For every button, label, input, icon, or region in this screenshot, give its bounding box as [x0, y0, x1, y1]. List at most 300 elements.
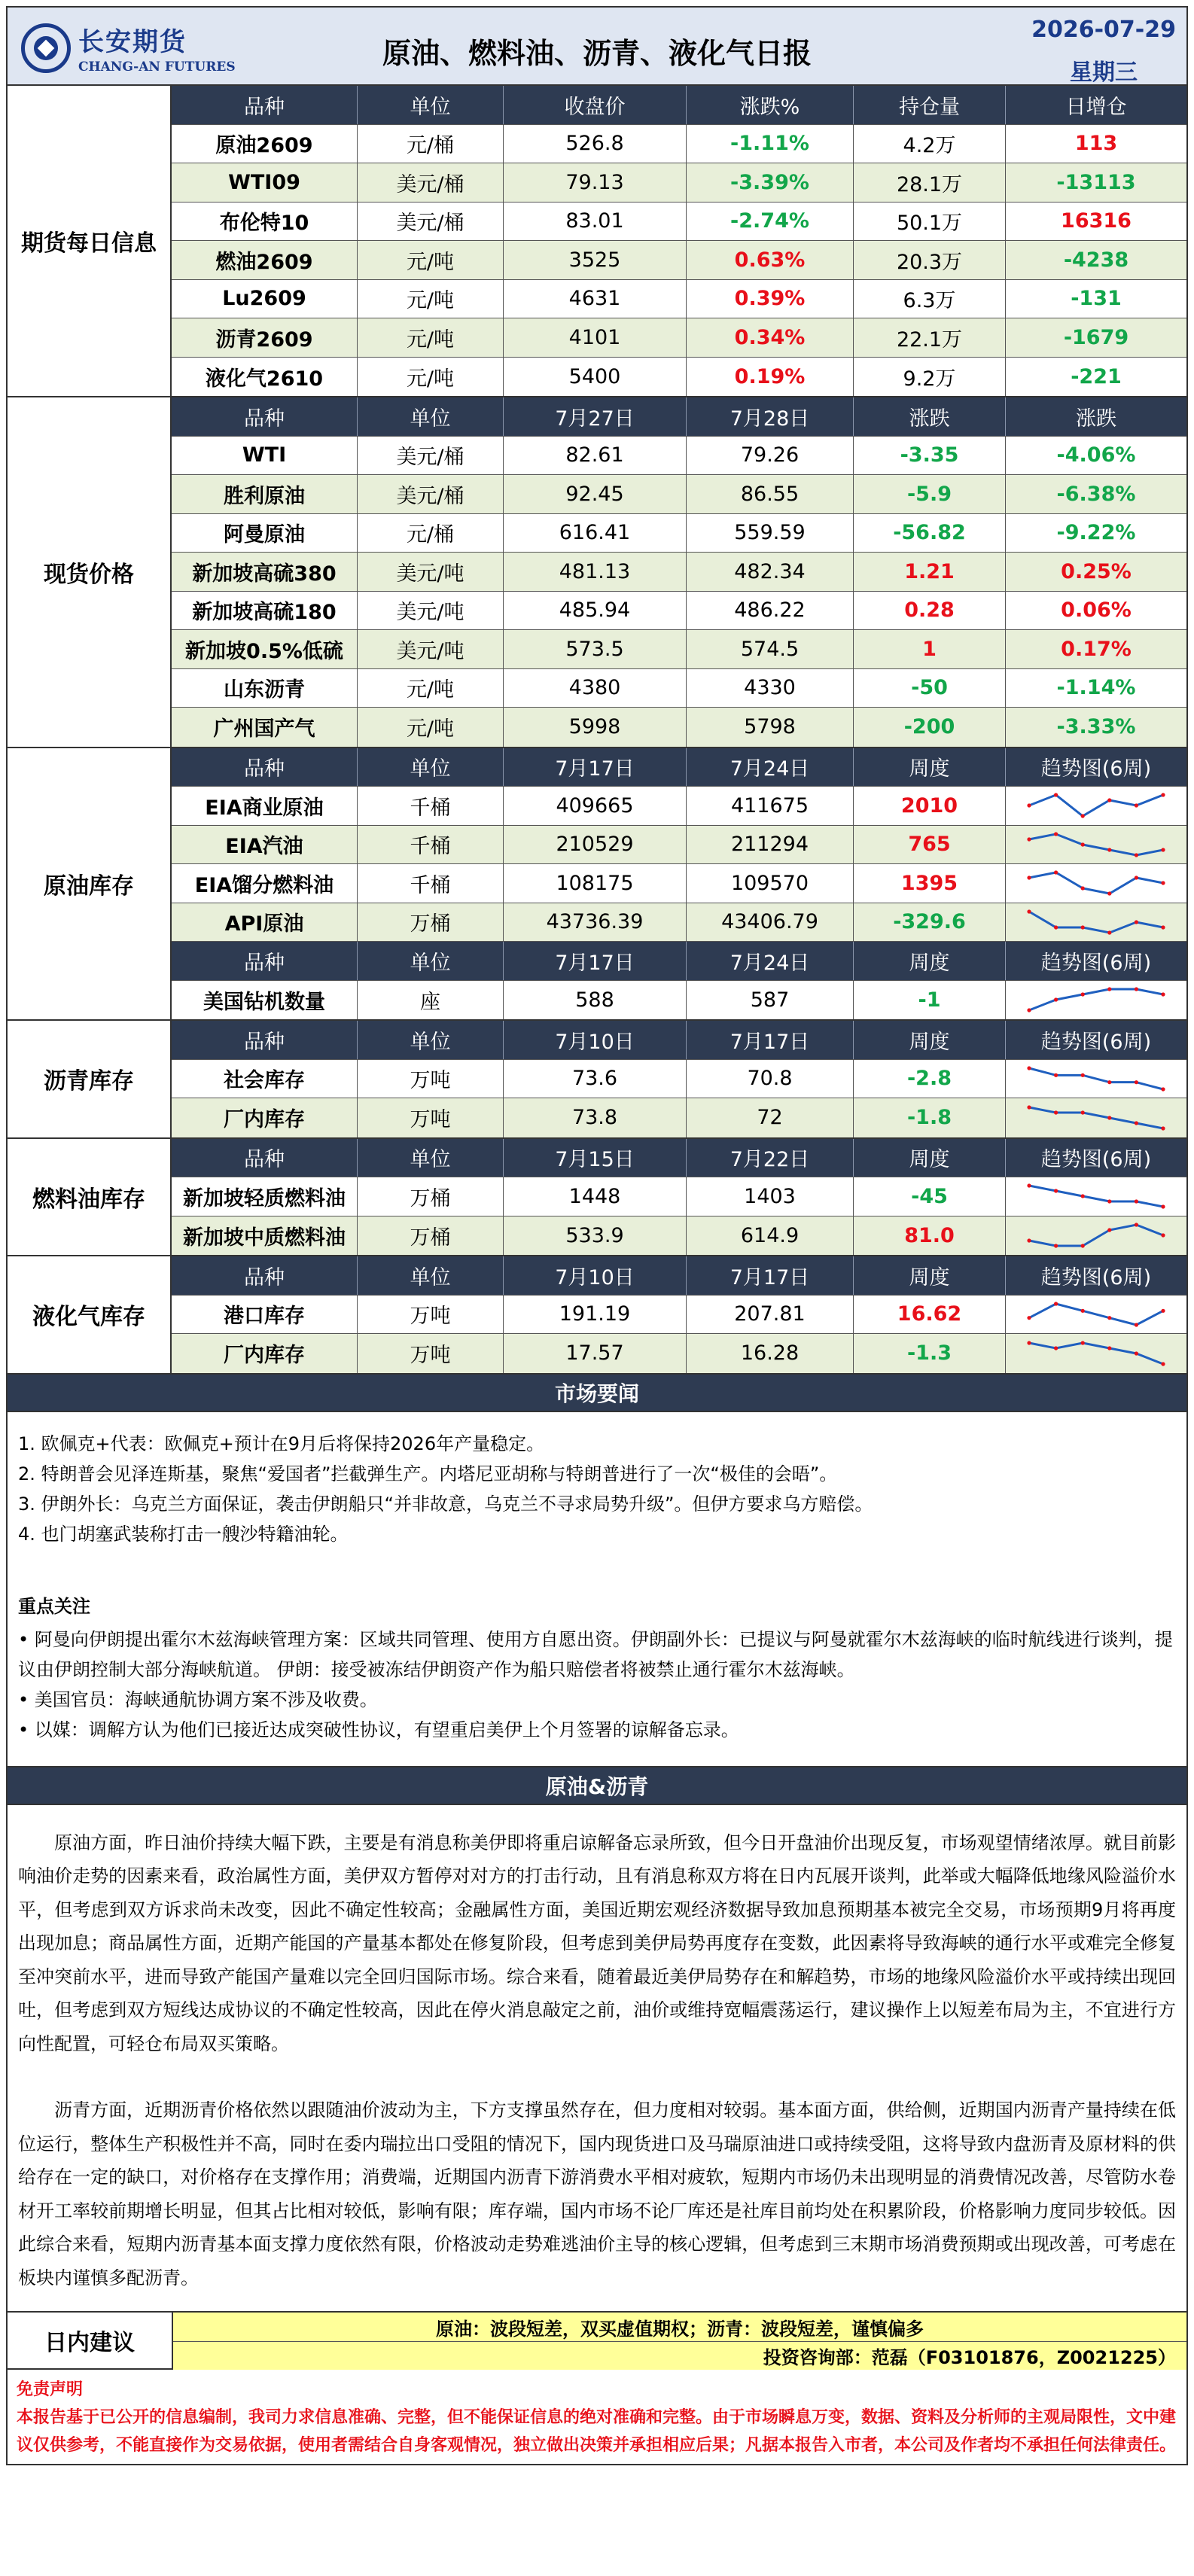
table-row	[172, 826, 1186, 865]
advice-label: 日内建议	[8, 2313, 173, 2368]
cell-unit: 美元/桶	[358, 475, 504, 513]
cell-c: -2.8	[854, 1060, 1006, 1098]
trend-line	[1029, 1068, 1163, 1089]
futures-section	[8, 86, 1186, 397]
column-header: 趋势图(6周)	[1040, 951, 1152, 975]
cell-unit: 美元/桶	[358, 202, 504, 241]
cell-unit: 元/吨	[358, 358, 504, 397]
trend-point	[1107, 930, 1111, 934]
cell-unit: 千桶	[358, 826, 504, 864]
column-header: 品种	[172, 942, 358, 980]
table-row	[172, 708, 1186, 747]
section-label-spot: 现货价格	[8, 397, 172, 747]
trend-sparkline	[1025, 869, 1168, 897]
cell-d: -9.22%	[1056, 521, 1136, 545]
column-header: 7月15日	[504, 1139, 687, 1177]
column-header: 持仓量	[854, 86, 1006, 124]
cell-oi: 20.3万	[854, 241, 1006, 279]
cell-name: EIA商业原油	[172, 787, 358, 825]
trend-point	[1027, 837, 1031, 841]
column-header: 收盘价	[504, 86, 687, 124]
cell-name: 布伦特10	[172, 202, 358, 241]
column-header: 单位	[358, 1021, 504, 1059]
cell-b: 411675	[687, 787, 854, 825]
cell-b: 72	[687, 1098, 854, 1137]
news-item: 3. 伊朗外长：乌克兰方面保证，袭击伊朗船只“并非故意，乌克兰不寻求局势升级”。但伊方要求乌方赔偿。	[18, 1493, 873, 1515]
cell-close: 83.01	[504, 202, 687, 241]
cell-b: 211294	[687, 826, 854, 864]
table-header-row	[172, 1021, 1186, 1060]
table-row	[172, 475, 1186, 514]
trend-cell	[1006, 826, 1186, 864]
trend-sparkline	[1025, 830, 1168, 859]
cell-unit: 万吨	[358, 1334, 504, 1373]
cell-b: 1403	[687, 1177, 854, 1216]
report-date: 2026-07-29	[1031, 17, 1176, 43]
trend-point	[1107, 1316, 1111, 1320]
cell-d: -4.06%	[1056, 443, 1136, 467]
cell-oi: 28.1万	[854, 163, 1006, 202]
cell-c: -5.9	[854, 475, 1006, 513]
cell-unit: 美元/吨	[358, 553, 504, 591]
cell-c: -200	[854, 708, 1006, 747]
cell-b: 5798	[687, 708, 854, 747]
column-header: 单位	[358, 942, 504, 980]
cell-a: 17.57	[504, 1334, 687, 1373]
report-date-block	[1031, 17, 1176, 87]
trend-point	[1027, 1009, 1031, 1012]
cell-b: 79.26	[687, 437, 854, 475]
trend-point	[1161, 993, 1165, 997]
trend-sparkline	[1025, 791, 1168, 820]
trend-cell	[1006, 1334, 1186, 1373]
cell-name: 胜利原油	[172, 475, 358, 513]
trend-line	[1029, 1343, 1163, 1364]
trend-sparkline	[1025, 1104, 1168, 1132]
cell-a: 588	[504, 981, 687, 1020]
cell-unit: 万桶	[358, 1216, 504, 1256]
cell-name: 新加坡中质燃料油	[172, 1216, 358, 1256]
report-page	[6, 6, 1188, 2465]
cell-name: 广州国产气	[172, 708, 358, 747]
table-row	[172, 1177, 1186, 1216]
column-header: 日增仓	[1065, 95, 1127, 119]
table-row	[172, 1216, 1186, 1256]
asphalt-inventory-section	[8, 1021, 1186, 1139]
trend-line	[1029, 1186, 1163, 1207]
cell-chg: 0.39%	[687, 280, 854, 318]
cell-name: 阿曼原油	[172, 514, 358, 553]
trend-cell	[1006, 1098, 1186, 1137]
column-header: 单位	[358, 86, 504, 124]
cell-a: 73.6	[504, 1060, 687, 1098]
trend-line	[1029, 1107, 1163, 1128]
news-block	[8, 1412, 1186, 1768]
cell-a: 73.8	[504, 1098, 687, 1137]
trend-point	[1027, 876, 1031, 880]
trend-point	[1054, 871, 1058, 875]
column-header: 品种	[172, 748, 358, 787]
trend-point	[1027, 1316, 1031, 1320]
cell-unit: 元/吨	[358, 241, 504, 279]
cell-close: 79.13	[504, 163, 687, 202]
trend-point	[1081, 1110, 1085, 1114]
column-header: 7月10日	[504, 1256, 687, 1295]
cell-c: -1.8	[854, 1098, 1006, 1137]
cell-name: 原油2609	[172, 125, 358, 163]
cell-a: 485.94	[504, 592, 687, 630]
trend-line	[1029, 872, 1163, 894]
crude-inventory-section	[8, 748, 1186, 1022]
section-label-lpg-inventory: 液化气库存	[8, 1256, 172, 1373]
trend-sparkline	[1025, 985, 1168, 1014]
cell-oi: 22.1万	[854, 318, 1006, 357]
cell-add: -131	[1071, 287, 1122, 311]
trend-point	[1081, 1195, 1085, 1198]
section-label-futures: 期货每日信息	[8, 86, 172, 396]
cell-add: 16316	[1061, 209, 1132, 233]
trend-point	[1135, 1121, 1138, 1125]
table-row	[172, 787, 1186, 826]
column-header: 涨跌	[854, 397, 1006, 436]
cell-d: 0.06%	[1061, 598, 1132, 623]
column-header: 趋势图(6周)	[1040, 1265, 1152, 1290]
table-row	[172, 592, 1186, 631]
trend-line	[1029, 795, 1163, 816]
cell-unit: 元/吨	[358, 708, 504, 747]
column-header: 单位	[358, 1256, 504, 1295]
cell-name: 液化气2610	[172, 358, 358, 397]
column-header: 7月24日	[687, 942, 854, 980]
trend-sparkline	[1025, 1064, 1168, 1093]
cell-name: 沥青2609	[172, 318, 358, 357]
cell-close: 5400	[504, 358, 687, 397]
cell-name: WTI	[172, 437, 358, 475]
cell-unit: 万桶	[358, 1177, 504, 1216]
cell-name: EIA馏分燃料油	[172, 864, 358, 903]
trend-point	[1027, 804, 1031, 808]
cell-unit: 美元/桶	[358, 437, 504, 475]
cell-name: 厂内库存	[172, 1098, 358, 1137]
analysis-asphalt-paragraph: 沥青方面，近期沥青价格依然以跟随油价波动为主，下方支撑虽然存在，但力度相对较弱。基本面方面，供给侧，近期国内沥青产量持续在低位运行，整体生产积极性并不高，同时在委内瑞拉出口受阻的情况下，国内现货进口及马瑞原油进口或持续受阻，这将导致内盘沥青及原材料的供给存在一定的缺口，对价格存在支撑作用；消费端，近期国内沥青下游消费水平相对疲软，短期内市场仍未出现明显的消费情况改善，尽管防水卷材开工率较前期增长明显，但其占比相对较低，影响有限；库存端，国内市场不论厂库还是社库目前均处在积累阶段，价格影响力度同步较低。因此综合来看，短期内沥青基本面支撑力度依然有限，价格波动走势难逃油价主导的核心逻辑，但考虑到三末期市场消费预期或出现改善，可考虑在板块内谨慎多配沥青。	[18, 2099, 1176, 2288]
column-header: 涨跌	[1076, 406, 1116, 431]
table-row	[172, 864, 1186, 903]
cell-unit: 万桶	[358, 903, 504, 942]
trend-point	[1027, 1239, 1031, 1243]
cell-unit: 元/吨	[358, 280, 504, 318]
cell-oi: 50.1万	[854, 202, 1006, 241]
table-row	[172, 437, 1186, 476]
cell-b: 574.5	[687, 630, 854, 668]
cell-b: 614.9	[687, 1216, 854, 1256]
cell-add: -1679	[1063, 325, 1129, 349]
trend-point	[1107, 988, 1111, 991]
trend-point	[1054, 925, 1058, 929]
report-weekday: 星期三	[1070, 59, 1138, 86]
column-header: 品种	[172, 1021, 358, 1059]
column-header: 7月17日	[504, 942, 687, 980]
cell-a: 4380	[504, 669, 687, 708]
cell-a: 43736.39	[504, 903, 687, 942]
news-item: 2. 特朗普会见泽连斯基，聚焦“爱国者”拦截弹生产。内塔尼亚胡称与特朗普进行了一次“极佳的会晤”。	[18, 1463, 838, 1484]
table-header-row	[172, 86, 1186, 125]
column-header: 品种	[172, 1256, 358, 1295]
cell-add: -221	[1071, 364, 1122, 388]
trend-point	[1054, 832, 1058, 836]
trend-point	[1161, 848, 1165, 851]
trend-point	[1161, 882, 1165, 885]
trend-point	[1054, 1244, 1058, 1248]
trend-point	[1027, 1341, 1031, 1344]
cell-chg: 0.34%	[687, 318, 854, 357]
trend-point	[1135, 1223, 1138, 1227]
table-row	[172, 202, 1186, 242]
table-row	[172, 553, 1186, 592]
cell-unit: 美元/桶	[358, 163, 504, 202]
fuel-inventory-table	[172, 1139, 1186, 1256]
cell-a: 409665	[504, 787, 687, 825]
trend-cell	[1006, 903, 1186, 942]
trend-point	[1054, 1073, 1058, 1076]
trend-point	[1161, 1087, 1165, 1091]
column-header: 7月24日	[687, 748, 854, 787]
cell-add: 113	[1074, 132, 1118, 156]
trend-sparkline	[1025, 908, 1168, 936]
column-header: 7月17日	[687, 1256, 854, 1295]
trend-line	[1029, 989, 1163, 1010]
column-header: 单位	[358, 397, 504, 436]
cell-oi: 4.2万	[854, 125, 1006, 163]
cell-c: -1	[854, 981, 1006, 1020]
section-label-crude-inventory: 原油库存	[8, 748, 172, 1020]
cell-a: 533.9	[504, 1216, 687, 1256]
advice-text: 原油：波段短差，双买虚值期权；沥青：波段短差，谨慎偏多	[173, 2313, 1186, 2341]
trend-point	[1027, 1184, 1031, 1188]
cell-close: 4101	[504, 318, 687, 357]
trend-point	[1135, 1323, 1138, 1326]
cell-d: -3.33%	[1056, 715, 1136, 739]
trend-point	[1107, 799, 1111, 802]
table-row	[172, 358, 1186, 397]
cell-name: 新加坡轻质燃料油	[172, 1177, 358, 1216]
cell-unit: 元/吨	[358, 318, 504, 357]
trend-sparkline	[1025, 1300, 1168, 1329]
table-row	[172, 1296, 1186, 1335]
lpg-inventory-table	[172, 1256, 1186, 1373]
cell-a: 210529	[504, 826, 687, 864]
trend-point	[1081, 993, 1085, 997]
cell-c: 16.62	[854, 1296, 1006, 1334]
trend-point	[1054, 1346, 1058, 1350]
trend-cell	[1006, 864, 1186, 903]
disclaimer-title: 免责声明	[17, 2380, 84, 2399]
column-header: 7月17日	[687, 1021, 854, 1059]
trend-cell	[1006, 1177, 1186, 1216]
cell-c: -3.35	[854, 437, 1006, 475]
cell-close: 4631	[504, 280, 687, 318]
cell-a: 1448	[504, 1177, 687, 1216]
column-header: 涨跌%	[687, 86, 854, 124]
cell-a: 616.41	[504, 514, 687, 553]
trend-sparkline	[1025, 1221, 1168, 1250]
cell-d: -6.38%	[1056, 482, 1136, 506]
table-row	[172, 514, 1186, 553]
trend-point	[1107, 1229, 1111, 1232]
trend-point	[1081, 1308, 1085, 1312]
table-header-row	[172, 1139, 1186, 1178]
column-header: 周度	[854, 748, 1006, 787]
cell-oi: 9.2万	[854, 358, 1006, 397]
trend-point	[1027, 909, 1031, 913]
cell-name: 新加坡0.5%低硫	[172, 630, 358, 668]
trend-point	[1054, 1110, 1058, 1114]
cell-chg: -1.11%	[687, 125, 854, 163]
trend-line	[1029, 912, 1163, 933]
trend-point	[1054, 793, 1058, 797]
cell-unit: 万吨	[358, 1296, 504, 1334]
cell-unit: 千桶	[358, 864, 504, 903]
table-row	[172, 669, 1186, 708]
focus-item: • 以媒：调解方认为他们已接近达成突破性协议，有望重启美伊上个月签署的谅解备忘录。	[18, 1719, 739, 1740]
trend-point	[1161, 1362, 1165, 1366]
trend-point	[1107, 892, 1111, 896]
table-header-row	[172, 397, 1186, 437]
cell-c: 81.0	[854, 1216, 1006, 1256]
advice-author: 投资咨询部：范磊（F03101876，Z0021225）	[173, 2341, 1186, 2370]
table-row	[172, 280, 1186, 319]
trend-cell	[1006, 1296, 1186, 1334]
table-row	[172, 1060, 1186, 1099]
analysis-title: 原油&沥青	[8, 1768, 1186, 1805]
cell-name: EIA汽油	[172, 826, 358, 864]
trend-point	[1135, 804, 1138, 808]
cell-name: 山东沥青	[172, 669, 358, 708]
cell-b: 559.59	[687, 514, 854, 553]
trend-point	[1107, 1200, 1111, 1204]
trend-point	[1081, 925, 1085, 929]
cell-close: 3525	[504, 241, 687, 279]
trend-point	[1054, 1302, 1058, 1305]
cell-b: 70.8	[687, 1060, 854, 1098]
trend-point	[1107, 848, 1111, 851]
cell-name: 新加坡高硫180	[172, 592, 358, 630]
cell-unit: 座	[358, 981, 504, 1020]
table-row	[172, 241, 1186, 280]
column-header: 周度	[854, 1139, 1006, 1177]
table-row	[172, 630, 1186, 669]
fuel-inventory-section	[8, 1139, 1186, 1257]
table-row	[172, 903, 1186, 942]
table-row	[172, 163, 1186, 202]
cell-chg: 0.19%	[687, 358, 854, 397]
trend-cell	[1006, 787, 1186, 825]
trend-line	[1029, 1304, 1163, 1325]
table-header-row	[172, 942, 1186, 981]
trend-sparkline	[1025, 1182, 1168, 1210]
crude-inventory-table	[172, 748, 1186, 1020]
trend-point	[1135, 988, 1138, 991]
cell-name: WTI09	[172, 163, 358, 202]
cell-name: 燃油2609	[172, 241, 358, 279]
table-row	[172, 981, 1186, 1020]
news-item: 1. 欧佩克+代表：欧佩克+预计在9月后将保持2026年产量稳定。	[18, 1433, 545, 1454]
cell-name: 新加坡高硫380	[172, 553, 358, 591]
asphalt-inventory-table	[172, 1021, 1186, 1137]
trend-line	[1029, 834, 1163, 855]
column-header: 7月10日	[504, 1021, 687, 1059]
column-header: 7月28日	[687, 397, 854, 436]
cell-chg: -3.39%	[687, 163, 854, 202]
analysis-crude-paragraph: 原油方面，昨日油价持续大幅下跌，主要是有消息称美伊即将重启谅解备忘录所致，但今日开盘油价出现反复，市场观望情绪浓厚。就目前影响油价走势的因素来看，政治属性方面，美伊双方暂停对对方的打击行动，且有消息称双方将在日内瓦展开谈判，此举或大幅降低地缘风险溢价水平，但考虑到双方诉求尚未改变，因此不确定性较高；金融属性方面，美国近期宏观经济数据导致加息预期基本被完全交易，市场预期9月将再度出现加息；商品属性方面，近期产能国的产量基本都处在修复阶段，但考虑到美伊局势再度存在变数，此因素将导致海峡的通行水平或难完全修复至冲突前水平，进而导致产能国产量难以完全回归国际市场。综合来看，随着最近美伊局势存在和解趋势，市场的地缘风险溢价水平或持续出现回吐，但考虑到双方短线达成协议的不确定性较高，因此在停火消息敲定之前，油价或维持宽幅震荡运行，建议操作上以短差布局为主，不宜进行方向性配置，可轻仓布局双买策略。	[18, 1832, 1176, 2054]
cell-unit: 美元/吨	[358, 630, 504, 668]
column-header: 趋势图(6周)	[1040, 1030, 1152, 1054]
cell-a: 108175	[504, 864, 687, 903]
cell-b: 43406.79	[687, 903, 854, 942]
trend-point	[1027, 1066, 1031, 1070]
trend-point	[1054, 1189, 1058, 1193]
column-header: 7月22日	[687, 1139, 854, 1177]
trend-point	[1161, 1308, 1165, 1312]
trend-point	[1161, 793, 1165, 797]
cell-a: 82.61	[504, 437, 687, 475]
futures-table	[172, 86, 1186, 396]
cell-b: 486.22	[687, 592, 854, 630]
cell-b: 86.55	[687, 475, 854, 513]
trend-line	[1029, 1225, 1163, 1246]
column-header: 趋势图(6周)	[1040, 1148, 1152, 1172]
column-header: 周度	[854, 1256, 1006, 1295]
trend-point	[1161, 1126, 1165, 1130]
cell-unit: 千桶	[358, 787, 504, 825]
column-header: 周度	[854, 942, 1006, 980]
cell-unit: 万吨	[358, 1060, 504, 1098]
cell-chg: 0.63%	[687, 241, 854, 279]
trend-point	[1081, 887, 1085, 891]
cell-b: 4330	[687, 669, 854, 708]
cell-close: 526.8	[504, 125, 687, 163]
table-header-row	[172, 1256, 1186, 1296]
cell-unit: 元/桶	[358, 514, 504, 553]
cell-c: 765	[854, 826, 1006, 864]
trend-point	[1081, 815, 1085, 818]
cell-c: -50	[854, 669, 1006, 708]
report-title: 原油、燃料油、沥青、液化气日报	[382, 37, 812, 70]
cell-a: 191.19	[504, 1296, 687, 1334]
cell-c: -329.6	[854, 903, 1006, 942]
cell-a: 573.5	[504, 630, 687, 668]
cell-b: 109570	[687, 864, 854, 903]
section-label-asphalt-inventory: 沥青库存	[8, 1021, 172, 1137]
trend-point	[1135, 920, 1138, 924]
table-row	[172, 125, 1186, 164]
cell-a: 92.45	[504, 475, 687, 513]
cell-c: -1.3	[854, 1334, 1006, 1373]
cell-b: 207.81	[687, 1296, 854, 1334]
cell-name: 港口库存	[172, 1296, 358, 1334]
cell-c: 2010	[854, 787, 1006, 825]
cell-c: 1	[854, 630, 1006, 668]
trend-point	[1135, 1200, 1138, 1204]
table-row	[172, 1098, 1186, 1137]
cell-a: 481.13	[504, 553, 687, 591]
cell-unit: 美元/吨	[358, 592, 504, 630]
cell-name: Lu2609	[172, 280, 358, 318]
lpg-inventory-section	[8, 1256, 1186, 1375]
trend-cell	[1006, 981, 1186, 1020]
cell-c: 0.28	[854, 592, 1006, 630]
cell-a: 5998	[504, 708, 687, 747]
disclaimer-block	[8, 2370, 1186, 2464]
